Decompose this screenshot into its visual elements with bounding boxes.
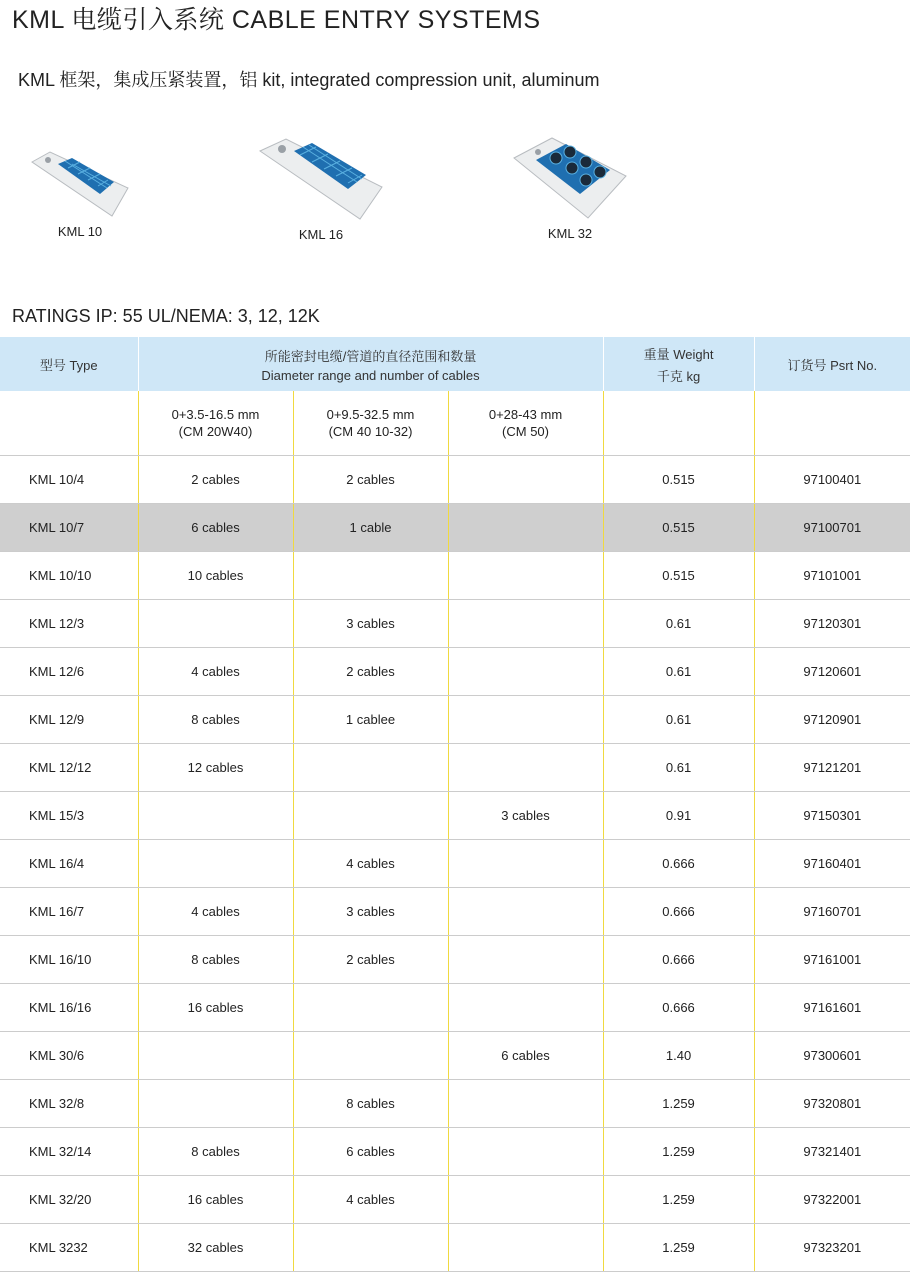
cell-c3 (448, 1128, 603, 1176)
cell-c1: 4 cables (138, 888, 293, 936)
cell-model: KML 16/16 (0, 984, 138, 1032)
table-row (0, 936, 910, 984)
table-row (0, 696, 910, 744)
cell-part: 97320801 (754, 1080, 910, 1128)
cell-weight: 0.666 (603, 984, 754, 1032)
cell-c3 (448, 648, 603, 696)
cell-weight: 1.40 (603, 1032, 754, 1080)
product-label: KML 16 (298, 227, 344, 242)
cell-model: KML 15/3 (0, 792, 138, 840)
weight-unit: 千克 kg (656, 368, 701, 384)
cell-model: KML 3232 (0, 1224, 138, 1272)
kml-10-image (28, 150, 132, 220)
cell-c1 (138, 792, 293, 840)
cell-c2: 1 cablee (293, 696, 448, 744)
cell-c3: 6 cables (448, 1032, 603, 1080)
table-row (0, 792, 910, 840)
product-label: KML 10 (57, 224, 103, 239)
table-row (0, 840, 910, 888)
cell-part: 97150301 (754, 792, 910, 840)
product-kml-16 (256, 137, 386, 242)
cell-model: KML 10/7 (0, 504, 138, 552)
table-row (0, 1032, 910, 1080)
cell-c2 (293, 1224, 448, 1272)
cell-model: KML 32/14 (0, 1128, 138, 1176)
cell-weight: 0.61 (603, 648, 754, 696)
cell-model: KML 30/6 (0, 1032, 138, 1080)
cell-model: KML 16/10 (0, 936, 138, 984)
cell-c3 (448, 840, 603, 888)
col-header-diameter (138, 337, 603, 391)
product-kml-10 (28, 150, 132, 239)
spec-table (0, 337, 910, 1272)
cell-c3 (448, 888, 603, 936)
cell-c2: 8 cables (293, 1080, 448, 1128)
page-subtitle: KML 框架，集成压紧装置，铝 kit, integrated compression unit, aluminum (18, 70, 600, 90)
cell-c1: 2 cables (138, 456, 293, 504)
cell-c1: 16 cables (138, 984, 293, 1032)
kml-32-image (512, 136, 628, 222)
cell-c2: 2 cables (293, 936, 448, 984)
cell-c3 (448, 600, 603, 648)
cell-c2: 4 cables (293, 1176, 448, 1224)
page-title: KML 电缆引入系统 CABLE ENTRY SYSTEMS (12, 6, 541, 34)
cell-c2: 3 cables (293, 888, 448, 936)
cell-c3 (448, 1176, 603, 1224)
cell-model: KML 12/9 (0, 696, 138, 744)
cell-c3: 3 cables (448, 792, 603, 840)
cell-weight: 0.91 (603, 792, 754, 840)
cell-model: KML 10/4 (0, 456, 138, 504)
col-header-weight (603, 337, 754, 391)
cell-part: 97323201 (754, 1224, 910, 1272)
cell-part: 97321401 (754, 1128, 910, 1176)
cell-weight: 0.61 (603, 600, 754, 648)
cell-model: KML 12/3 (0, 600, 138, 648)
col-header-type: 型号 Type (0, 337, 138, 391)
cell-c2: 2 cables (293, 648, 448, 696)
table-row (0, 552, 910, 600)
cell-c2 (293, 792, 448, 840)
cell-part: 97121201 (754, 744, 910, 792)
col-header-part: 订货号 Psrt No. (754, 337, 910, 391)
cell-model: KML 12/6 (0, 648, 138, 696)
range-cell: 0+3.5-16.5 mm (CM 20W40) (138, 391, 293, 456)
cell-c3 (448, 744, 603, 792)
cell-c2: 2 cables (293, 456, 448, 504)
cell-weight: 0.666 (603, 888, 754, 936)
product-kml-32 (512, 136, 628, 241)
ratings-heading: RATINGS IP: 55 UL/NEMA: 3, 12, 12K (12, 306, 320, 326)
cell-c3 (448, 456, 603, 504)
diameter-header-en: Diameter range and number of cables (261, 367, 480, 383)
cell-model: KML 16/7 (0, 888, 138, 936)
cell-part: 97100701 (754, 504, 910, 552)
weight-header: 重量 Weight (643, 346, 714, 362)
table-row (0, 1080, 910, 1128)
table-row (0, 504, 910, 552)
cell-c2 (293, 984, 448, 1032)
cell-c2: 4 cables (293, 840, 448, 888)
cell-weight: 0.515 (603, 552, 754, 600)
cell-part: 97160401 (754, 840, 910, 888)
table-row (0, 984, 910, 1032)
kml-16-image (256, 137, 386, 223)
cell-weight: 1.259 (603, 1176, 754, 1224)
cell-c2: 1 cable (293, 504, 448, 552)
cell-weight: 0.515 (603, 456, 754, 504)
cell-model: KML 12/12 (0, 744, 138, 792)
cell-c3 (448, 504, 603, 552)
cell-c2 (293, 1032, 448, 1080)
subheader-row (0, 391, 910, 456)
cell-c2: 6 cables (293, 1128, 448, 1176)
cell-c2: 3 cables (293, 600, 448, 648)
cell-c1 (138, 600, 293, 648)
cell-model: KML 10/10 (0, 552, 138, 600)
table-row (0, 1176, 910, 1224)
cell-part: 97120901 (754, 696, 910, 744)
cell-c1: 8 cables (138, 696, 293, 744)
cell-c3 (448, 1224, 603, 1272)
table-row (0, 456, 910, 504)
table-row (0, 744, 910, 792)
range-cell: 0+9.5-32.5 mm (CM 40 10-32) (293, 391, 448, 456)
cell-part: 97160701 (754, 888, 910, 936)
cell-c3 (448, 696, 603, 744)
cell-c3 (448, 936, 603, 984)
table-row (0, 1128, 910, 1176)
cell-part: 97100401 (754, 456, 910, 504)
cell-part: 97120301 (754, 600, 910, 648)
range-cell: 0+28-43 mm (CM 50) (448, 391, 603, 456)
cell-c1: 4 cables (138, 648, 293, 696)
cell-weight: 0.61 (603, 696, 754, 744)
cell-part: 97101001 (754, 552, 910, 600)
cell-c1: 6 cables (138, 504, 293, 552)
cell-c2 (293, 552, 448, 600)
cell-c2 (293, 744, 448, 792)
cell-weight: 1.259 (603, 1080, 754, 1128)
cell-c1: 8 cables (138, 1128, 293, 1176)
cell-weight: 1.259 (603, 1224, 754, 1272)
cell-c1 (138, 1032, 293, 1080)
table-row (0, 888, 910, 936)
cell-weight: 1.259 (603, 1128, 754, 1176)
cell-model: KML 32/8 (0, 1080, 138, 1128)
cell-part: 97161001 (754, 936, 910, 984)
cell-c1 (138, 1080, 293, 1128)
cell-c3 (448, 1080, 603, 1128)
cell-weight: 0.515 (603, 504, 754, 552)
cell-c3 (448, 984, 603, 1032)
cell-part: 97161601 (754, 984, 910, 1032)
cell-c1: 10 cables (138, 552, 293, 600)
cell-c1: 32 cables (138, 1224, 293, 1272)
cell-c1 (138, 840, 293, 888)
cell-c1: 8 cables (138, 936, 293, 984)
table-row (0, 600, 910, 648)
cell-weight: 0.61 (603, 744, 754, 792)
cell-part: 97120601 (754, 648, 910, 696)
cell-model: KML 16/4 (0, 840, 138, 888)
cell-c1: 12 cables (138, 744, 293, 792)
cell-model: KML 32/20 (0, 1176, 138, 1224)
table-row (0, 648, 910, 696)
product-label: KML 32 (547, 226, 593, 241)
cell-c1: 16 cables (138, 1176, 293, 1224)
cell-weight: 0.666 (603, 840, 754, 888)
cell-part: 97300601 (754, 1032, 910, 1080)
cell-part: 97322001 (754, 1176, 910, 1224)
diameter-header-cn: 所能密封电缆/管道的直径范围和数量 (264, 348, 477, 364)
cell-c3 (448, 552, 603, 600)
table-row (0, 1224, 910, 1272)
cell-weight: 0.666 (603, 936, 754, 984)
